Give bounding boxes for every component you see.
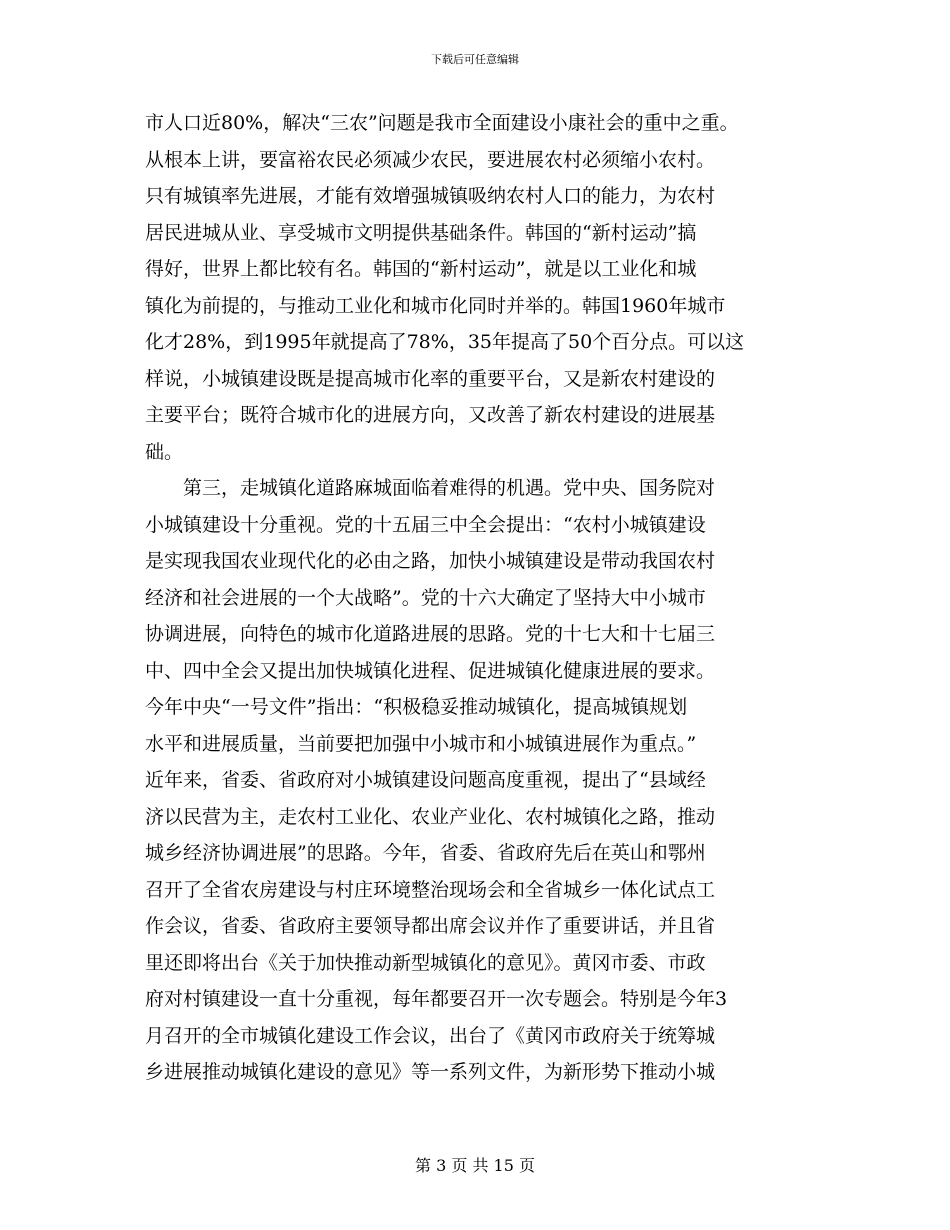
text-line: 今年中央“一号文件”指出：“积极稳妥推动城镇化，提高城镇规划 [145,696,688,718]
text-line: 样说，小城镇建设既是提高城市化率的重要平台，又是新农村建设的 [145,367,716,390]
text-line: 水平和进展质量，当前要把加强中小城市和小城镇进展作为重点。” [145,732,697,755]
text-line: 中、四中全会又提出加快城镇化进程、促进城镇化健康进展的要求。 [145,659,716,682]
text-line: 府对村镇建设一直十分重视，每年都要召开一次专题会。特别是今年3 [145,988,728,1010]
text-line: 小城镇建设十分重视。党的十五届三中全会提出：“农村小城镇建设 [145,513,706,536]
text-line: 城乡经济协调进展”的思路。今年，省委、省政府先后在英山和鄂州 [145,842,706,864]
text-line: 只有城镇率先进展，才能有效增强城镇吸纳农村人口的能力，为农村 [145,185,716,207]
text-line: 近年来，省委、省政府对小城镇建设问题高度重视，提出了“县域经 [145,769,706,791]
text-line: 里还即将出台《关于加快推动新型城镇化的意见》。黄冈市委、市政 [145,951,706,974]
text-line: 第三，走城镇化道路麻城面临着难得的机遇。党中央、国务院对 [145,477,716,499]
text-line: 乡进展推动城镇化建设的意见》等一系列文件，为新形势下推动小城 [145,1061,716,1083]
text-line: 济以民营为主，走农村工业化、农业产业化、农村城镇化之路，推动 [145,805,716,828]
text-line: 得好，世界上都比较有名。韩国的“新村运动”，就是以工业化和城 [145,258,697,280]
text-line: 作会议，省委、省政府主要领导都出席会议并作了重要讲话，并且省 [145,915,716,937]
text-line: 化才28%，到1995年就提高了78%，35年提高了50个百分点。可以这 [145,331,745,353]
text-line: 月召开的全市城镇化建设工作会议，出台了《黄冈市政府关于统筹城 [145,1024,716,1047]
text-line: 市人口近80%，解决“三农”问题是我市全面建设小康社会的重中之重。 [145,112,739,134]
text-line: 是实现我国农业现代化的必由之路，加快小城镇建设是带动我国农村 [145,550,716,572]
text-line: 居民进城从业、享受城市文明提供基础条件。韩国的“新村运动”搞 [145,221,697,244]
text-line: 础。 [145,440,184,463]
text-line: 镇化为前提的，与推动工业化和城市化同时并举的。韩国1960年城市 [145,294,726,317]
text-line: 主要平台；既符合城市化的进展方向，又改善了新农村建设的进展基 [145,404,716,426]
page-header: 下载后可任意编辑 [431,53,519,66]
text-line: 召开了全省农房建设与村庄环境整治现场会和全省城乡一体化试点工 [145,878,716,901]
page-footer: 第 3 页 共 15 页 [415,1156,535,1175]
text-line: 协调进展，向特色的城市化道路进展的思路。党的十七大和十七届三 [145,623,716,645]
text-line: 经济和社会进展的一个大战略”。党的十六大确定了坚持大中小城市 [145,586,706,609]
document-body [145,105,805,1091]
text-line: 从根本上讲，要富裕农民必须减少农民，要进展农村必须缩小农村。 [145,148,716,171]
